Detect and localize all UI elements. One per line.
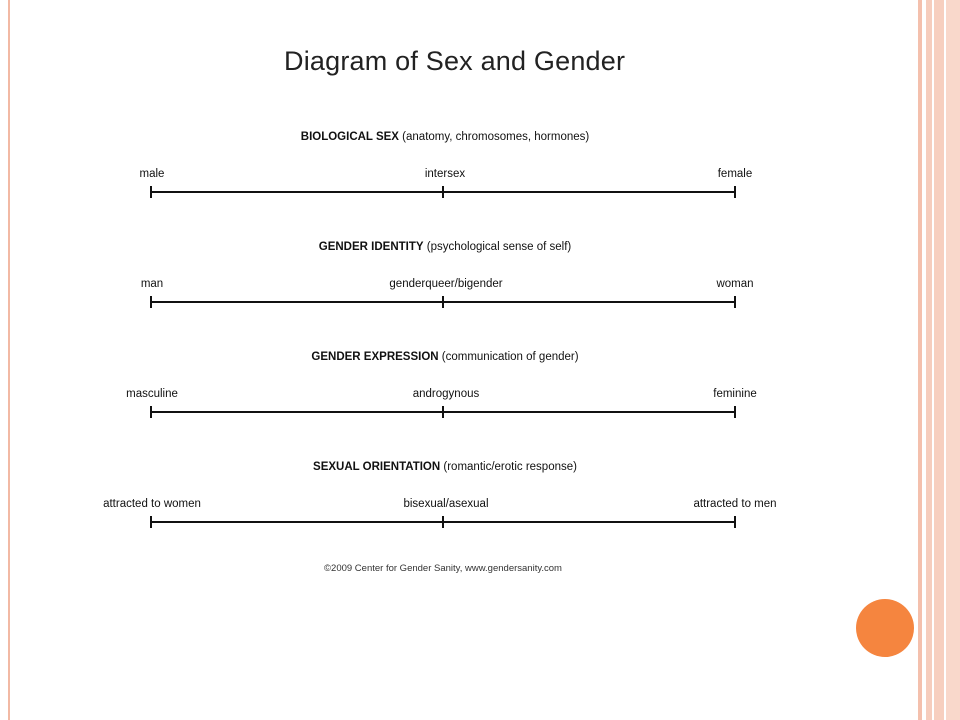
slide-right-border-stripe bbox=[934, 0, 944, 720]
scale-middle-label: genderqueer/bigender bbox=[389, 278, 503, 290]
scale-heading-text: BIOLOGICAL SEX bbox=[300, 131, 399, 143]
scale-heading-detail: (romantic/erotic response) bbox=[443, 461, 577, 473]
scale-middle-label: androgynous bbox=[412, 388, 480, 400]
scale-tick-right bbox=[734, 406, 736, 418]
scale-tick-left bbox=[150, 406, 152, 418]
scale-heading-gender-expression bbox=[0, 351, 890, 363]
slide-right-border-stripe bbox=[946, 0, 960, 720]
scale-tick-right bbox=[734, 186, 736, 198]
scale-left-label: male bbox=[139, 168, 165, 180]
orange-accent-circle bbox=[856, 599, 914, 657]
scale-heading-biological-sex bbox=[0, 131, 890, 143]
scale-tick-left bbox=[150, 296, 152, 308]
scale-tick-middle bbox=[442, 186, 444, 198]
scale-heading-sexual-orientation bbox=[0, 461, 890, 473]
scale-tick-left bbox=[150, 516, 152, 528]
slide-right-border-stripe bbox=[918, 0, 922, 720]
scale-right-label: woman bbox=[716, 278, 754, 290]
scale-tick-middle bbox=[442, 406, 444, 418]
scale-heading-detail: (anatomy, chromosomes, hormones) bbox=[402, 131, 590, 143]
scale-tick-right bbox=[734, 296, 736, 308]
scale-middle-label: intersex bbox=[424, 168, 466, 180]
scale-heading-text: GENDER IDENTITY bbox=[318, 241, 424, 253]
scale-left-label: attracted to women bbox=[103, 498, 201, 510]
scale-right-label: feminine bbox=[713, 388, 757, 400]
scale-tick-right bbox=[734, 516, 736, 528]
scale-tick-middle bbox=[442, 296, 444, 308]
slide-right-border-stripe bbox=[926, 0, 932, 720]
scale-heading-gender-identity bbox=[0, 241, 890, 253]
scale-right-label: attracted to men bbox=[693, 498, 777, 510]
scale-heading-detail: (communication of gender) bbox=[441, 351, 579, 363]
scale-heading-text: SEXUAL ORIENTATION bbox=[313, 461, 441, 473]
copyright-notice: ©2009 Center for Gender Sanity, www.gendersanity.com bbox=[324, 563, 562, 574]
scale-tick-left bbox=[150, 186, 152, 198]
scale-heading-detail: (psychological sense of self) bbox=[426, 241, 572, 253]
scale-left-label: man bbox=[140, 278, 164, 290]
scale-right-label: female bbox=[717, 168, 753, 180]
scale-heading-text: GENDER EXPRESSION bbox=[311, 351, 439, 363]
diagram-title: Diagram of Sex and Gender bbox=[284, 46, 626, 76]
scale-middle-label: bisexual/asexual bbox=[403, 498, 489, 510]
scale-left-label: masculine bbox=[126, 388, 178, 400]
scale-tick-middle bbox=[442, 516, 444, 528]
